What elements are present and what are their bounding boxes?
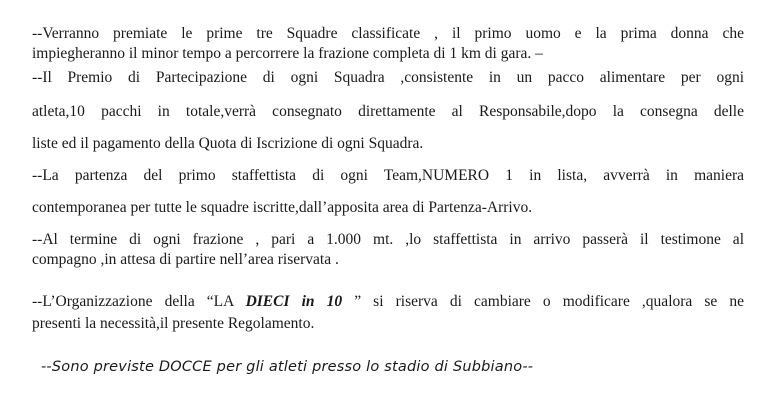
prizes-line-2: impiegheranno il minor tempo a percorrere la frazione completa di 1 km di gara. – bbox=[32, 45, 543, 62]
showers-note: --Sono previste DOCCE per gli atleti presso lo stadio di Subbiano-- bbox=[41, 359, 534, 375]
relay-line-2: compagno ,in attesa di partire nell’area riservata . bbox=[32, 251, 339, 268]
participation-prize-line-1: --Il Premio di Partecipazione di ogni Squadra ,consistente in un pacco alimentare per ogni bbox=[32, 69, 744, 86]
participation-prize-line-3: liste ed il pagamento della Quota di Iscrizione di ogni Squadra. bbox=[32, 135, 424, 152]
start-line-2: contemporanea per tutte le squadre iscritte,dall’apposita area di Partenza-Arrivo. bbox=[32, 199, 533, 216]
organization-line-2: presenti la necessità,il presente Regolamento. bbox=[32, 315, 315, 332]
organization-line-1 bbox=[32, 293, 744, 311]
organization-prefix: --L’Organizzazione della “LA bbox=[32, 293, 246, 310]
participation-prize-line-2: atleta,10 pacchi in totale,verrà consegnato direttamente al Responsabile,dopo la consegna delle bbox=[32, 103, 744, 120]
event-name-emphasis: DIECI in 10 bbox=[245, 293, 343, 310]
start-line-1: --La partenza del primo staffettista di ogni Team,NUMERO 1 in lista, avverrà in maniera bbox=[32, 167, 744, 184]
relay-line-1: --Al termine di ogni frazione , pari a 1.000 mt. ,lo staffettista in arrivo passerà il testimone al bbox=[32, 231, 744, 248]
prizes-line-1: --Verranno premiate le prime tre Squadre classificate , il primo uomo e la prima donna che bbox=[32, 25, 744, 42]
organization-suffix: ” si riserva di cambiare o modificare ,qualora se ne bbox=[342, 293, 744, 310]
